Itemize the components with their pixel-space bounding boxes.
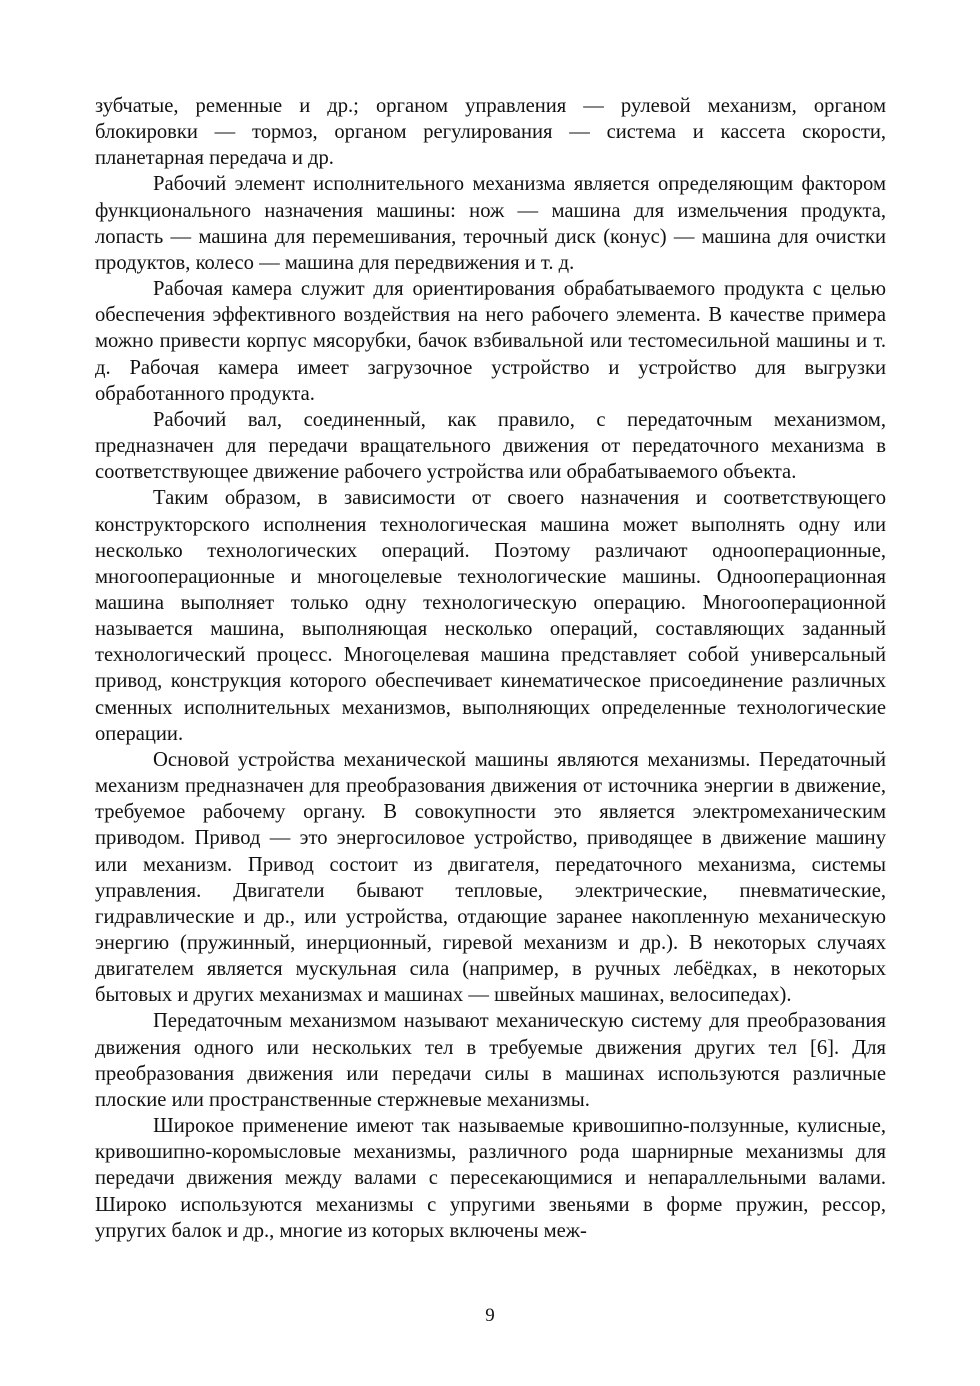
paragraph-working-shaft: Рабочий вал, соединенный, как правило, с передаточным механизмом, предназначен для передачи вращательного движения от передаточного механизма в соответствующее движение рабочего устройства или обрабатываемого объекта.	[95, 408, 886, 484]
paragraph-mechanisms: Широкое применение имеют так называемые кривошипно-ползунные, кулисные, кривошипно-коромысловые механизмы, различного рода шарнирные механизмы для передачи движения между валами с пересекающимися и непараллельными валами. Широко используются механизмы с упругими звеньями в форме пружин, рессор, упругих балок и др., многие из которых включены меж-	[95, 1115, 886, 1242]
page-body	[95, 93, 886, 1244]
page-number: 9	[485, 1305, 495, 1326]
paragraph-working-chamber: Рабочая камера служит для ориентирования обрабатываемого продукта с целью обеспечения эффективного воздействия на него рабочего элемента. В качестве примера можно привести корпус мясорубки, бачок взбивальной или тестомесильной машины и т. д. Рабочая камера имеет загрузочное устройство и устройство для выгрузки обработанного продукта.	[95, 278, 886, 405]
paragraph-continuation: зубчатые, ременные и др.; органом управления — рулевой механизм, органом блокировки — тормоз, органом регулирования — система и кассета скорости, планетарная передача и др.	[95, 95, 886, 170]
paragraph-working-element: Рабочий элемент исполнительного механизма является определяющим фактором функционального назначения машины: нож — машина для измельчения продукта, лопасть — машина для перемешивания, терочный диск (конус) — машина для очистки продуктов, колесо — машина для передвижения и т. д.	[95, 173, 886, 274]
paragraph-transmission: Передаточным механизмом называют механическую систему для преобразования движения одного или нескольких тел в требуемые движения других тел [6]. Для преобразования движения или передачи силы в машинах используются различные плоские или пространственные стержневые механизмы.	[95, 1010, 886, 1111]
paragraph-drive: Основой устройства механической машины являются механизмы. Передаточный механизм предназначен для преобразования движения от источника энергии в движение, требуемое рабочему органу. В совокупности это является электромеханическим приводом. Привод — это энергосиловое устройство, приводящее в движение машину или механизм. Привод состоит из двигателя, передаточного механизма, системы управления. Двигатели бывают тепловые, электрические, пневматические, гидравлические и др., или устройства, отдающие заранее накопленную механическую энергию (пружинный, инерционный, гиревой механизм и др.). В некоторых случаях двигателем является мускульная сила (например, в ручных лебёдках, в некоторых бытовых и других механизмах и машинах — швейных машинах, велосипедах).	[95, 748, 886, 1007]
paragraph-machine-types: Таким образом, в зависимости от своего назначения и соответствующего конструкторского исполнения технологическая машина может выполнять одну или несколько технологических операций. Поэтому различают однооперационные, многооперационные и многоцелевые технологические машины. Однооперационная машина выполняет только одну технологическую операцию. Многооперационной называется машина, выполняющая несколько операций, составляющих заданный технологический процесс. Многоцелевая машина представляет собой универсальный привод, конструкция которого обеспечивает кинематическое присоединение различных сменных исполнительных механизмов, выполняющих определенные технологические операции.	[95, 487, 886, 745]
